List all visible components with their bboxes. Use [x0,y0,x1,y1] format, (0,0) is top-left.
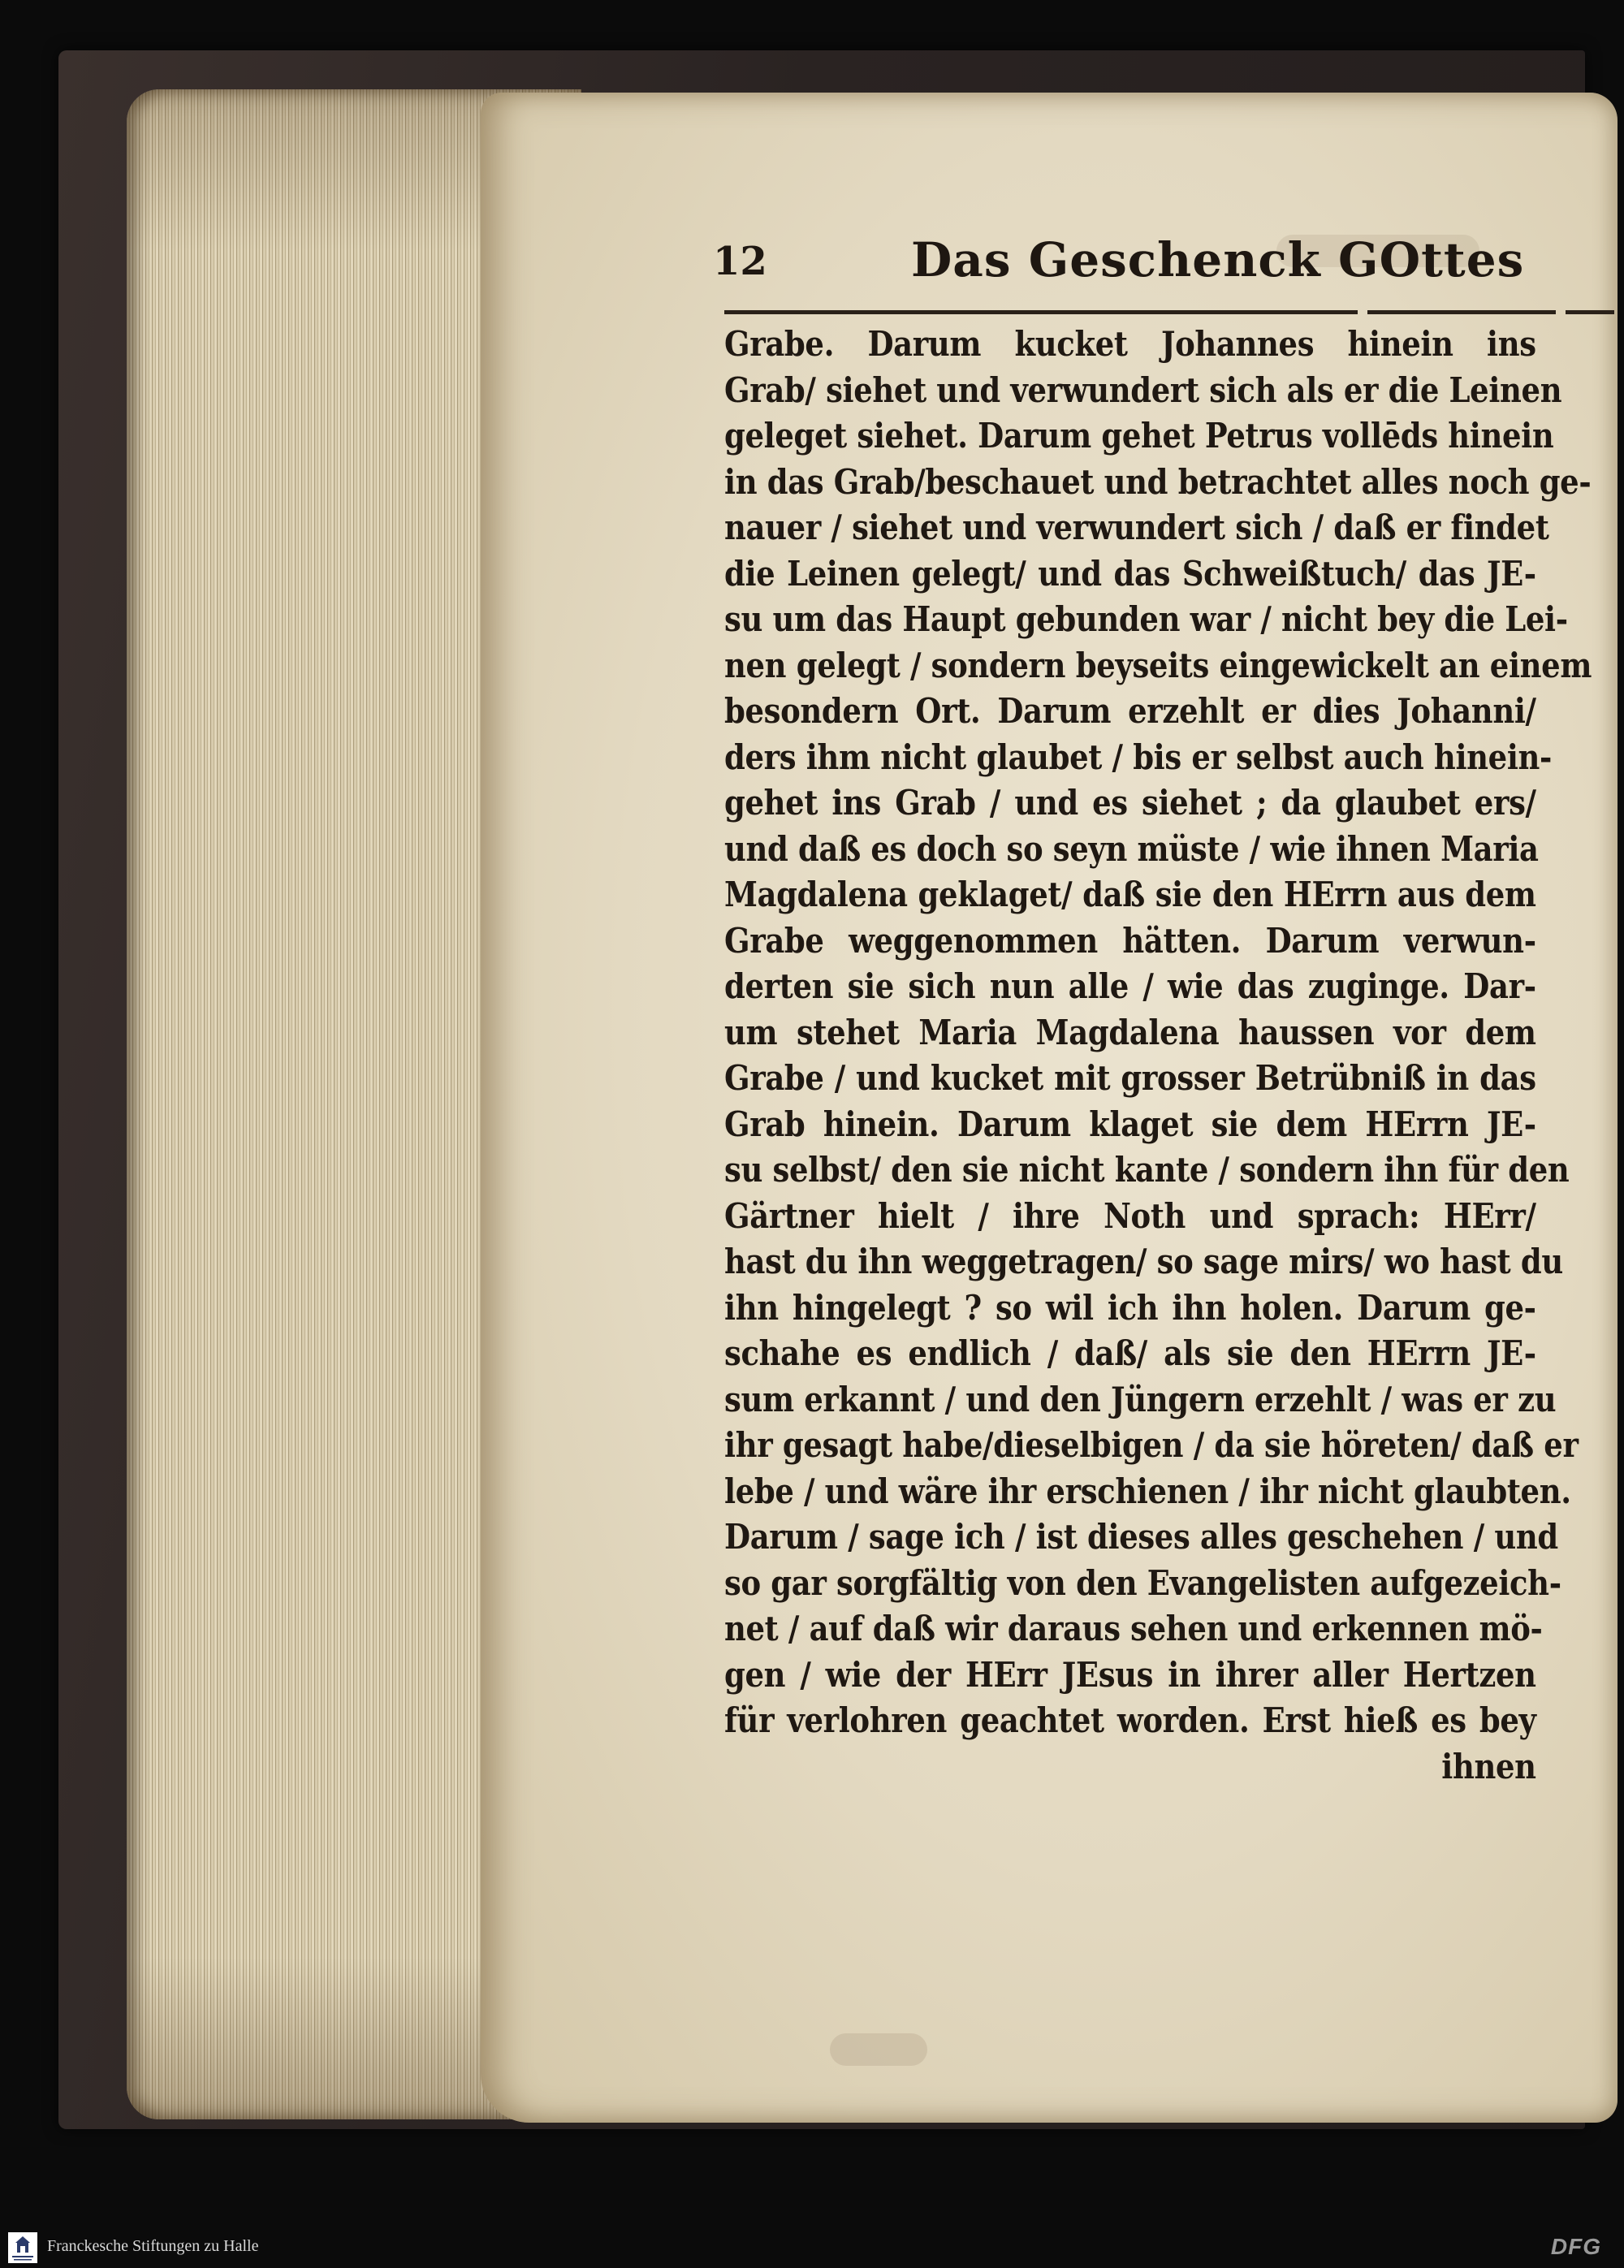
text-line: für verlohren geachtet worden. Erst hieß es bey [724,1700,1536,1740]
text-line: Gärtner hielt / ihre Noth und sprach: HErr/ [724,1195,1536,1236]
text-line: nen gelegt / sondern beyseits eingewickelt an einem [724,645,1592,685]
text-line: Grabe / und kucket mit grosser Betrübniß in das [724,1058,1536,1098]
text-line: ihn hingelegt ? so wil ich ihn holen. Darum ge- [724,1287,1536,1328]
institution-logo-icon [8,2232,37,2263]
text-line: und daß es doch so seyn müste / wie ihnen Maria [724,828,1539,869]
text-line: ihr gesagt habe/dieselbigen / da sie höreten/ daß er [724,1425,1579,1465]
text-line: Darum / sage ich / ist dieses alles geschehen / und [724,1517,1558,1557]
text-line: su um das Haupt gebunden war / nicht bey die Lei- [724,599,1568,639]
institution-name: Franckesche Stiftungen zu Halle [47,2237,259,2255]
text-line: gehet ins Grab / und es siehet ; da glaubet ers/ [724,783,1536,823]
text-line: schahe es endlich / daß/ als sie den HErrn JE- [724,1333,1536,1373]
book [58,50,1618,2133]
text-line: geleget siehet. Darum gehet Petrus vollēds hinein [724,416,1554,456]
text-line: Grabe. Darum kucket Johannes hinein ins [724,324,1536,364]
show-through-shadow [830,2033,927,2066]
text-line: Grab/ siehet und verwundert sich als er die Leinen [724,369,1562,410]
text-line: Magdalena geklaget/ daß sie den HErrn aus dem [724,875,1536,914]
text-line: Grab hinein. Darum klaget sie dem HErrn JE- [724,1104,1536,1144]
text-line: nauer / siehet und verwundert sich / daß er findet [724,508,1549,547]
header-rule [1367,310,1556,314]
text-line: gen / wie der HErr JEsus in ihrer aller Hertzen [724,1654,1536,1695]
catchword: ihnen [1441,1746,1536,1786]
text-line: su selbst/ den sie nicht kante / sondern ihn für den [724,1150,1570,1190]
text-line: lebe / und wäre ihr erschienen / ihr nicht glaubten. [724,1471,1571,1511]
text-line: um stehet Maria Magdalena haussen vor dem [724,1012,1536,1052]
text-line: net / auf daß wir daraus sehen und erkennen mö- [724,1609,1543,1648]
text-line: in das Grab/beschauet und betrachtet alles noch ge- [724,461,1592,502]
book-page [481,93,1618,2123]
page-number: 12 [713,239,767,284]
funder-logo: DFG [1550,2234,1601,2259]
text-line: derten sie sich nun alle / wie das zuginge. Dar- [724,966,1536,1006]
footer-bar [0,2227,1624,2268]
body-text [724,322,1618,1790]
text-line: sum erkannt / und den Jüngern erzehlt / was er zu [724,1379,1557,1419]
text-line: ders ihm nicht glaubet / bis er selbst auch hinein- [724,737,1553,777]
text-line: die Leinen gelegt/ und das Schweißtuch/ das JE- [724,553,1536,594]
text-line: so gar sorgfältig von den Evangelisten aufgezeich- [724,1562,1561,1603]
header-rule [1566,310,1614,314]
text-line: Grabe weggenommen hätten. Darum verwun- [724,920,1536,961]
text-line: besondern Ort. Darum erzehlt er dies Johanni/ [724,691,1536,731]
running-title: Das Geschenck GOttes [911,232,1525,287]
text-line: hast du ihn weggetragen/ so sage mirs/ wo hast du [724,1242,1563,1281]
header-rule [724,310,1358,314]
